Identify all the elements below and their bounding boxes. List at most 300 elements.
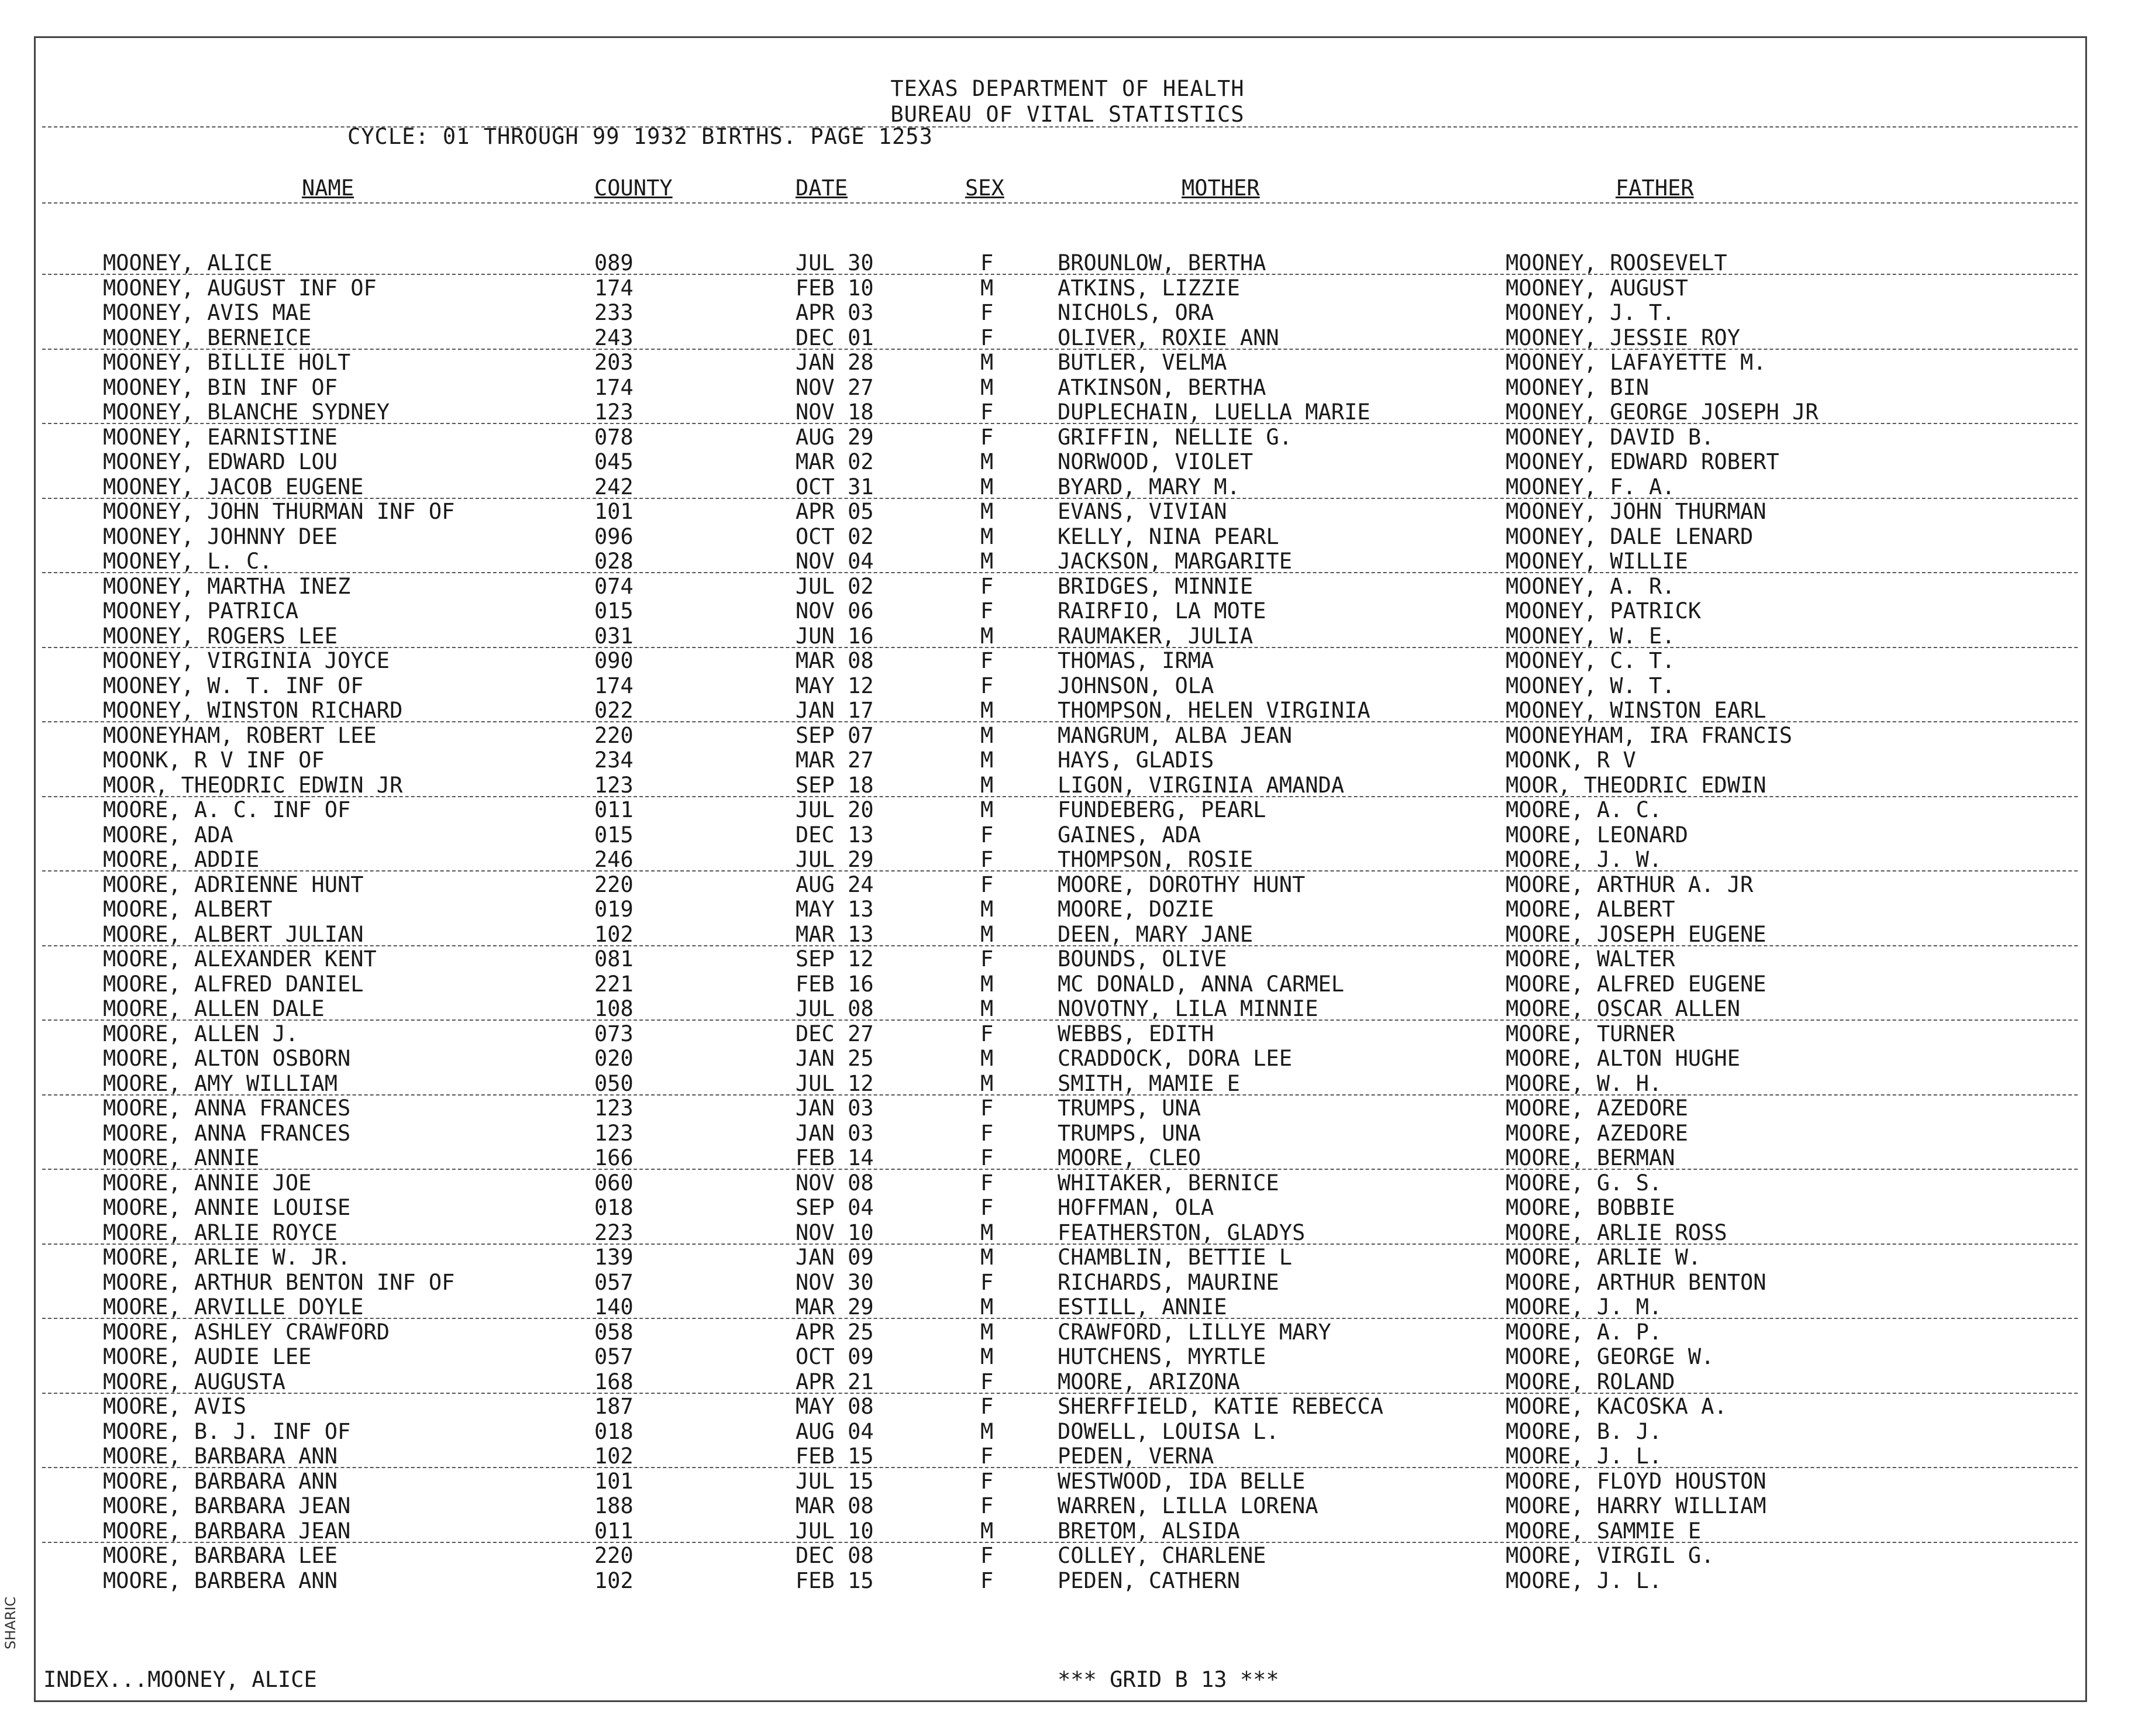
- record-name: MOORE, ALLEN J.: [103, 1021, 299, 1046]
- record-date: OCT 02: [796, 523, 874, 549]
- cycle-line: CYCLE: 01 THROUGH 99 1932 BIRTHS. PAGE 1253: [347, 124, 933, 149]
- record-name: MOONEY, JOHNNY DEE: [103, 523, 338, 549]
- record-county: 018: [594, 1418, 633, 1444]
- record-name: MOORE, ANNIE JOE: [103, 1170, 312, 1196]
- record-sex: F: [980, 872, 994, 897]
- record-name: MOONEY, BIN INF OF: [103, 374, 338, 400]
- record-row: [0, 1369, 2135, 1394]
- record-date: JUL 30: [796, 250, 874, 275]
- record-father: MOONEY, AUGUST: [1506, 275, 1688, 301]
- record-name: MOONEY, AVIS MAE: [103, 300, 312, 325]
- record-father: MOORE, JOSEPH EUGENE: [1506, 921, 1766, 947]
- record-date: NOV 27: [796, 374, 874, 400]
- record-date: JUL 12: [796, 1070, 874, 1096]
- record-father: MOOR, THEODRIC EDWIN: [1506, 772, 1766, 798]
- record-father: MOORE, J. L.: [1506, 1444, 1662, 1469]
- record-date: JUL 02: [796, 573, 874, 599]
- record-county: 108: [594, 996, 633, 1021]
- record-mother: BRETOM, ALSIDA: [1058, 1518, 1240, 1544]
- record-mother: MC DONALD, ANNA CARMEL: [1058, 971, 1345, 997]
- record-name: MOONEY, EDWARD LOU: [103, 449, 338, 474]
- record-sex: M: [980, 350, 994, 375]
- record-name: MOONEY, AUGUST INF OF: [103, 275, 377, 301]
- record-name: MOONK, R V INF OF: [103, 748, 325, 773]
- record-county: 101: [594, 499, 633, 524]
- record-sex: M: [980, 474, 994, 500]
- record-row: [0, 399, 2135, 425]
- record-mother: BYARD, MARY M.: [1058, 474, 1240, 500]
- record-row: [0, 1444, 2135, 1469]
- record-father: MOORE, G. S.: [1506, 1170, 1662, 1196]
- record-sex: F: [980, 1145, 994, 1170]
- record-date: NOV 10: [796, 1220, 874, 1245]
- record-row: [0, 1170, 2135, 1196]
- record-sex: F: [980, 1269, 994, 1295]
- record-date: JUL 29: [796, 847, 874, 872]
- record-row: [0, 773, 2135, 798]
- record-date: JUL 15: [796, 1468, 874, 1494]
- record-row: [0, 549, 2135, 574]
- record-county: 045: [594, 449, 633, 474]
- record-name: MOORE, ADRIENNE HUNT: [103, 872, 364, 897]
- record-name: MOORE, ALTON OSBORN: [103, 1046, 351, 1071]
- record-county: 058: [594, 1319, 633, 1345]
- record-mother: HAYS, GLADIS: [1058, 748, 1214, 773]
- record-county: 220: [594, 722, 633, 748]
- record-father: MOORE, BERMAN: [1506, 1145, 1675, 1170]
- record-mother: MOORE, DOZIE: [1058, 897, 1214, 922]
- record-mother: DOWELL, LOUISA L.: [1058, 1418, 1279, 1444]
- record-mother: THOMAS, IRMA: [1058, 648, 1214, 673]
- record-date: APR 21: [796, 1369, 874, 1394]
- record-name: MOORE, ALFRED DANIEL: [103, 971, 364, 997]
- record-name: MOORE, AMY WILLIAM: [103, 1070, 338, 1096]
- record-name: MOORE, ALBERT JULIAN: [103, 921, 364, 947]
- record-sex: M: [980, 748, 994, 773]
- record-mother: NORWOOD, VIOLET: [1058, 449, 1254, 474]
- record-mother: CRAWFORD, LILLYE MARY: [1058, 1319, 1331, 1345]
- record-sex: M: [980, 1319, 994, 1345]
- record-father: MOONEY, DALE LENARD: [1506, 523, 1754, 549]
- record-name: MOORE, ANNA FRANCES: [103, 1096, 351, 1121]
- record-county: 123: [594, 1120, 633, 1146]
- record-row: [0, 499, 2135, 524]
- record-father: MOORE, FLOYD HOUSTON: [1506, 1468, 1766, 1494]
- record-row: [0, 1518, 2135, 1544]
- column-header-county: COUNTY: [594, 175, 673, 201]
- record-row: [0, 1071, 2135, 1096]
- record-sex: M: [980, 722, 994, 748]
- side-mark: SHARIC: [2, 1596, 19, 1649]
- record-sex: M: [980, 1344, 994, 1369]
- record-date: APR 03: [796, 300, 874, 325]
- record-date: JUL 08: [796, 996, 874, 1021]
- record-sex: F: [980, 1170, 994, 1196]
- record-sex: F: [980, 1568, 994, 1593]
- record-county: 020: [594, 1046, 633, 1071]
- record-father: MOORE, A. P.: [1506, 1319, 1662, 1345]
- record-date: MAR 08: [796, 1493, 874, 1518]
- record-row: [0, 275, 2135, 301]
- record-row: [0, 1394, 2135, 1419]
- record-sex: F: [980, 598, 994, 624]
- record-mother: FUNDEBERG, PEARL: [1058, 797, 1266, 822]
- record-father: MOORE, GEORGE W.: [1506, 1344, 1714, 1369]
- record-mother: HOFFMAN, OLA: [1058, 1195, 1214, 1220]
- record-date: MAY 12: [796, 673, 874, 698]
- record-date: FEB 15: [796, 1444, 874, 1469]
- record-name: MOORE, ARTHUR BENTON INF OF: [103, 1269, 455, 1295]
- record-mother: GAINES, ADA: [1058, 822, 1201, 848]
- record-sex: F: [980, 1543, 994, 1568]
- record-date: FEB 16: [796, 971, 874, 997]
- record-name: MOONEY, BERNEICE: [103, 325, 312, 350]
- record-mother: GRIFFIN, NELLIE G.: [1058, 424, 1292, 450]
- record-name: MOORE, AVIS: [103, 1394, 247, 1419]
- record-mother: WHITAKER, BERNICE: [1058, 1170, 1279, 1196]
- record-county: 174: [594, 275, 633, 301]
- record-row: [0, 350, 2135, 375]
- record-county: 015: [594, 822, 633, 848]
- record-father: MOONEY, DAVID B.: [1506, 424, 1714, 450]
- record-date: MAY 08: [796, 1394, 874, 1419]
- record-sex: F: [980, 1120, 994, 1146]
- record-row: [0, 1568, 2135, 1593]
- record-county: 018: [594, 1195, 633, 1220]
- record-name: MOORE, ALBERT: [103, 897, 273, 922]
- record-father: MOONK, R V: [1506, 748, 1636, 773]
- record-county: 019: [594, 897, 633, 922]
- record-row: [0, 325, 2135, 350]
- record-date: FEB 10: [796, 275, 874, 301]
- record-row: [0, 996, 2135, 1021]
- record-mother: COLLEY, CHARLENE: [1058, 1543, 1266, 1568]
- record-row: [0, 474, 2135, 500]
- record-name: MOORE, BARBARA ANN: [103, 1468, 338, 1494]
- record-row: [0, 1294, 2135, 1320]
- record-father: MOONEY, A. R.: [1506, 573, 1675, 599]
- record-county: 081: [594, 946, 633, 972]
- record-row: [0, 250, 2135, 275]
- record-sex: F: [980, 1369, 994, 1394]
- record-row: [0, 897, 2135, 922]
- record-mother: OLIVER, ROXIE ANN: [1058, 325, 1279, 350]
- record-date: MAY 13: [796, 897, 874, 922]
- record-father: MOORE, AZEDORE: [1506, 1120, 1688, 1146]
- record-county: 123: [594, 1096, 633, 1121]
- record-sex: F: [980, 1096, 994, 1121]
- record-county: 101: [594, 1468, 633, 1494]
- record-sex: F: [980, 673, 994, 698]
- record-sex: F: [980, 946, 994, 972]
- header-line-2: BUREAU OF VITAL STATISTICS: [890, 102, 1245, 127]
- record-mother: PEDEN, VERNA: [1058, 1444, 1214, 1469]
- footer-index: INDEX...MOONEY, ALICE: [43, 1667, 317, 1692]
- record-row: [0, 797, 2135, 822]
- record-father: MOORE, J. W.: [1506, 847, 1662, 872]
- record-county: 242: [594, 474, 633, 500]
- record-mother: EVANS, VIVIAN: [1058, 499, 1227, 524]
- record-date: NOV 30: [796, 1269, 874, 1295]
- record-mother: DUPLECHAIN, LUELLA MARIE: [1058, 399, 1370, 425]
- record-row: [0, 574, 2135, 599]
- record-row: [0, 449, 2135, 474]
- record-county: 234: [594, 748, 633, 773]
- record-row: [0, 524, 2135, 549]
- record-row: [0, 1220, 2135, 1245]
- record-county: 073: [594, 1021, 633, 1046]
- record-mother: ATKINS, LIZZIE: [1058, 275, 1240, 301]
- record-date: AUG 24: [796, 872, 874, 897]
- record-father: MOONEY, LAFAYETTE M.: [1506, 350, 1766, 375]
- record-name: MOONEYHAM, ROBERT LEE: [103, 722, 377, 748]
- record-row: [0, 1320, 2135, 1345]
- record-mother: KELLY, NINA PEARL: [1058, 523, 1279, 549]
- record-name: MOORE, ANNA FRANCES: [103, 1120, 351, 1146]
- record-father: MOONEY, JESSIE ROY: [1506, 325, 1740, 350]
- record-sex: F: [980, 325, 994, 350]
- record-sex: F: [980, 1468, 994, 1494]
- record-father: MOONEYHAM, IRA FRANCIS: [1506, 722, 1793, 748]
- record-date: JAN 25: [796, 1046, 874, 1071]
- record-name: MOORE, BARBARA JEAN: [103, 1518, 351, 1544]
- record-mother: THOMPSON, HELEN VIRGINIA: [1058, 698, 1370, 723]
- record-date: NOV 08: [796, 1170, 874, 1196]
- record-name: MOORE, B. J. INF OF: [103, 1418, 351, 1444]
- record-date: DEC 27: [796, 1021, 874, 1046]
- record-father: MOORE, W. H.: [1506, 1070, 1662, 1096]
- record-father: MOORE, ARTHUR BENTON: [1506, 1269, 1766, 1295]
- record-row: [0, 723, 2135, 748]
- record-sex: M: [980, 996, 994, 1021]
- record-mother: BROUNLOW, BERTHA: [1058, 250, 1266, 275]
- record-sex: M: [980, 1070, 994, 1096]
- record-name: MOORE, BARBARA ANN: [103, 1444, 338, 1469]
- record-county: 028: [594, 549, 633, 574]
- record-sex: F: [980, 1021, 994, 1046]
- record-county: 174: [594, 374, 633, 400]
- record-father: MOORE, ALTON HUGHE: [1506, 1046, 1740, 1071]
- record-name: MOORE, AUGUSTA: [103, 1369, 285, 1394]
- record-name: MOORE, A. C. INF OF: [103, 797, 351, 822]
- record-row: [0, 1469, 2135, 1494]
- record-sex: F: [980, 1444, 994, 1469]
- record-mother: THOMPSON, ROSIE: [1058, 847, 1254, 872]
- record-row: [0, 300, 2135, 325]
- record-sex: M: [980, 1245, 994, 1270]
- record-row: [0, 1145, 2135, 1170]
- record-name: MOONEY, JOHN THURMAN INF OF: [103, 499, 455, 524]
- record-row: [0, 972, 2135, 997]
- record-row: [0, 1121, 2135, 1146]
- record-name: MOOR, THEODRIC EDWIN JR: [103, 772, 403, 798]
- record-date: DEC 08: [796, 1543, 874, 1568]
- record-mother: SHERFFIELD, KATIE REBECCA: [1058, 1394, 1383, 1419]
- record-name: MOONEY, VIRGINIA JOYCE: [103, 648, 390, 673]
- record-county: 057: [594, 1344, 633, 1369]
- column-header-name: NAME: [302, 175, 354, 201]
- record-name: MOORE, ARLIE W. JR.: [103, 1245, 351, 1270]
- record-county: 140: [594, 1294, 633, 1320]
- record-county: 022: [594, 698, 633, 723]
- record-father: MOORE, J. L.: [1506, 1568, 1662, 1593]
- record-date: FEB 15: [796, 1568, 874, 1593]
- record-sex: M: [980, 698, 994, 723]
- record-row: [0, 624, 2135, 649]
- record-county: 074: [594, 573, 633, 599]
- record-row: [0, 1493, 2135, 1518]
- record-father: MOORE, TURNER: [1506, 1021, 1675, 1046]
- record-father: MOORE, ARTHUR A. JR: [1506, 872, 1754, 897]
- record-mother: ATKINSON, BERTHA: [1058, 374, 1266, 400]
- record-date: AUG 04: [796, 1418, 874, 1444]
- record-date: MAR 08: [796, 648, 874, 673]
- record-date: APR 05: [796, 499, 874, 524]
- record-row: [0, 748, 2135, 773]
- record-county: 139: [594, 1245, 633, 1270]
- record-father: MOORE, OSCAR ALLEN: [1506, 996, 1740, 1021]
- record-county: 015: [594, 598, 633, 624]
- record-father: MOORE, LEONARD: [1506, 822, 1688, 848]
- record-mother: TRUMPS, UNA: [1058, 1096, 1201, 1121]
- record-mother: NOVOTNY, LILA MINNIE: [1058, 996, 1318, 1021]
- record-father: MOORE, KACOSKA A.: [1506, 1394, 1727, 1419]
- record-row: [0, 822, 2135, 848]
- record-row: [0, 922, 2135, 947]
- record-county: 011: [594, 797, 633, 822]
- column-header-rule: [42, 202, 2078, 204]
- column-header-date: DATE: [796, 175, 848, 201]
- record-county: 243: [594, 325, 633, 350]
- record-father: MOORE, VIRGIL G.: [1506, 1543, 1714, 1568]
- record-name: MOORE, ADA: [103, 822, 233, 848]
- record-sex: F: [980, 1394, 994, 1419]
- record-father: MOONEY, J. T.: [1506, 300, 1675, 325]
- record-county: 057: [594, 1269, 633, 1295]
- record-name: MOONEY, EARNISTINE: [103, 424, 338, 450]
- record-county: 031: [594, 623, 633, 649]
- records-list: [0, 250, 2135, 1593]
- record-row: [0, 648, 2135, 673]
- record-county: 011: [594, 1518, 633, 1544]
- record-mother: BUTLER, VELMA: [1058, 350, 1227, 375]
- record-sex: M: [980, 523, 994, 549]
- record-sex: M: [980, 1518, 994, 1544]
- record-name: MOONEY, MARTHA INEZ: [103, 573, 351, 599]
- record-county: 166: [594, 1145, 633, 1170]
- record-father: MOONEY, W. E.: [1506, 623, 1675, 649]
- record-county: 050: [594, 1070, 633, 1096]
- record-row: [0, 698, 2135, 723]
- record-mother: RAUMAKER, JULIA: [1058, 623, 1254, 649]
- record-name: MOONEY, ALICE: [103, 250, 273, 275]
- record-row: [0, 1543, 2135, 1568]
- record-date: SEP 18: [796, 772, 874, 798]
- record-father: MOORE, ROLAND: [1506, 1369, 1675, 1394]
- record-sex: F: [980, 300, 994, 325]
- record-date: DEC 01: [796, 325, 874, 350]
- record-sex: F: [980, 250, 994, 275]
- record-mother: MANGRUM, ALBA JEAN: [1058, 722, 1292, 748]
- column-header-father: FATHER: [1616, 175, 1694, 201]
- record-row: [0, 872, 2135, 897]
- record-sex: M: [980, 275, 994, 301]
- record-name: MOONEY, BLANCHE SYDNEY: [103, 399, 390, 425]
- record-mother: WESTWOOD, IDA BELLE: [1058, 1468, 1306, 1494]
- record-date: NOV 04: [796, 549, 874, 574]
- footer-grid: *** GRID B 13 ***: [1058, 1667, 1279, 1692]
- record-date: JAN 03: [796, 1096, 874, 1121]
- record-name: MOORE, BARBARA LEE: [103, 1543, 338, 1568]
- record-father: MOONEY, F. A.: [1506, 474, 1675, 500]
- record-father: MOORE, ARLIE W.: [1506, 1245, 1702, 1270]
- record-county: 220: [594, 872, 633, 897]
- record-mother: FEATHERSTON, GLADYS: [1058, 1220, 1306, 1245]
- record-date: MAR 13: [796, 921, 874, 947]
- record-mother: SMITH, MAMIE E: [1058, 1070, 1240, 1096]
- record-sex: F: [980, 573, 994, 599]
- record-name: MOONEY, WINSTON RICHARD: [103, 698, 403, 723]
- record-father: MOORE, ARLIE ROSS: [1506, 1220, 1727, 1245]
- record-sex: M: [980, 772, 994, 798]
- record-sex: M: [980, 623, 994, 649]
- record-father: MOORE, B. J.: [1506, 1418, 1662, 1444]
- record-father: MOONEY, EDWARD ROBERT: [1506, 449, 1779, 474]
- record-sex: M: [980, 1046, 994, 1071]
- record-father: MOONEY, ROOSEVELT: [1506, 250, 1727, 275]
- record-county: 220: [594, 1543, 633, 1568]
- record-sex: F: [980, 424, 994, 450]
- record-name: MOORE, AUDIE LEE: [103, 1344, 312, 1369]
- record-sex: M: [980, 897, 994, 922]
- record-father: MOORE, WALTER: [1506, 946, 1675, 972]
- record-row: [0, 1195, 2135, 1220]
- record-father: MOORE, BOBBIE: [1506, 1195, 1675, 1220]
- record-name: MOORE, ALLEN DALE: [103, 996, 325, 1021]
- record-sex: M: [980, 449, 994, 474]
- record-date: JAN 09: [796, 1245, 874, 1270]
- record-mother: BOUNDS, OLIVE: [1058, 946, 1227, 972]
- record-father: MOORE, SAMMIE E: [1506, 1518, 1702, 1544]
- record-row: [0, 1270, 2135, 1295]
- record-name: MOORE, ADDIE: [103, 847, 260, 872]
- record-father: MOONEY, JOHN THURMAN: [1506, 499, 1766, 524]
- record-row: [0, 1021, 2135, 1046]
- record-row: [0, 425, 2135, 450]
- record-father: MOORE, AZEDORE: [1506, 1096, 1688, 1121]
- record-county: 188: [594, 1493, 633, 1518]
- column-header-sex: SEX: [965, 175, 1004, 201]
- record-mother: MOORE, CLEO: [1058, 1145, 1201, 1170]
- record-row: [0, 375, 2135, 400]
- record-row: [0, 673, 2135, 698]
- record-sex: M: [980, 921, 994, 947]
- record-name: MOORE, ANNIE: [103, 1145, 260, 1170]
- record-sex: M: [980, 1220, 994, 1245]
- record-mother: DEEN, MARY JANE: [1058, 921, 1254, 947]
- record-sex: M: [980, 374, 994, 400]
- record-sex: M: [980, 499, 994, 524]
- record-name: MOONEY, W. T. INF OF: [103, 673, 364, 698]
- record-county: 221: [594, 971, 633, 997]
- record-sex: F: [980, 648, 994, 673]
- record-father: MOORE, J. M.: [1506, 1294, 1662, 1320]
- record-county: 090: [594, 648, 633, 673]
- record-row: [0, 1419, 2135, 1444]
- record-row: [0, 1344, 2135, 1369]
- record-name: MOORE, BARBERA ANN: [103, 1568, 338, 1593]
- record-name: MOORE, ANNIE LOUISE: [103, 1195, 351, 1220]
